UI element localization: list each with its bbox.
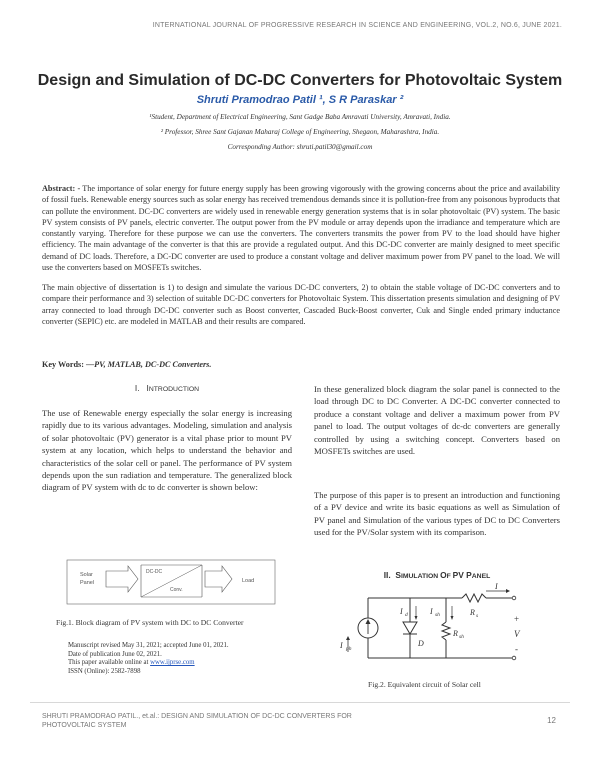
label-i: I	[495, 582, 498, 591]
fig1-block-diagram	[66, 557, 276, 607]
correspondence: Corresponding Author: shruti.patil30@gmail.com	[227, 143, 373, 151]
resistor-rs	[462, 594, 486, 602]
svg-text:s: s	[476, 613, 479, 619]
fig1-conv-label: Conv.	[170, 587, 183, 593]
section-simulation-heading: II. SIMULATION OF PV PANEL	[383, 570, 491, 580]
abstract-text: The importance of solar energy for future energy supply has been growing vigorously with the growing concerns about the price and availability of fossil fuels. Renewable energy sources such as solar energy has received tremendous demands since it is pollution-free from any poisonous byproducts that can pollute the environment. DC-DC converters are widely used in renewable energy generation systems that is in solar photovoltaic (PV) system. The basic PV system consists of PV panels, electric converter. The output power from the PV module or array depends upon the irradiance and temperature which are constantly varying. Therefore for these purpose we can use the converters. The converters transmits the power from PV to the load should have higher efficiency. The main advantage of the converter is that this are provide a regulated output. And this DC-DC converter are mainly designed to meet specific demand of DC loads. Therefore, a DC-DC converter are used to produce a constant voltage and deliver maximum power from PV panel to the load. We will use the converters based on MOSFETs switches.	[42, 184, 561, 273]
label-v: V	[514, 629, 520, 639]
label-iph: I	[340, 641, 343, 650]
label-minus: -	[515, 644, 518, 654]
note-publication-date: Date of publication June 02, 2021.	[68, 650, 162, 658]
publication-notes	[68, 642, 229, 676]
affiliation-1: ¹Student, Department of Electrical Engineering, Sant Gadge Baba Amravati University, Amravati, India.	[149, 113, 451, 121]
label-rsh: R	[453, 629, 458, 638]
affiliation-2: ² Professor, Shree Sant Gajanan Maharaj College of Engineering, Shegaon, Maharashtra, India.	[160, 128, 440, 136]
fig1-arrow-1	[106, 566, 138, 592]
journal-link[interactable]: www.ijprse.com	[150, 659, 195, 667]
fig1-arrow-2	[205, 566, 232, 592]
note-online: This paper available online at www.ijprse.com	[68, 659, 195, 667]
label-ish: I	[430, 607, 433, 616]
intro-paragraph: The use of Renewable energy especially the solar energy is increasing rapidly due to its various advantages. Modeling, simulation and analysis of solar photovoltaic (PV) generator is a vital phase prior to mount PV system at any location, which helps to understand the behavior and characteristics of the solar cell or panel. The performance of PV system depends upon the sun radiation and temperature. The generalized block diagram of PV system with dc to dc converter is shown below:	[42, 408, 292, 493]
note-issn: ISSN (Online): 2582-7898	[68, 667, 141, 675]
authors: Shruti Pramodrao Patil ¹, S R Paraskar ²	[196, 94, 404, 106]
fig1-dcdc-label: DC-DC	[146, 569, 163, 575]
col2-paragraph-2: The purpose of this paper is to present an introduction and functioning of a PV device and write its basic equations as well as Simulation of PV panel and Simulation of the various types of DC to DC Converters used for the PV/Solar system with its comparison.	[314, 490, 560, 538]
note-manuscript: Manuscript revised May 31, 2021; accepted June 01, 2021.	[68, 642, 229, 649]
objective-paragraph: The main objective of dissertation is 1) to design and simulate the various DC-DC converters, 2) to obtain the stable voltage of DC-DC converters and to compare their performance and 3) selection of suitable DC-DC converters for Photovoltaic System. This dissertation presents simulation and designing of PV array connected to load through DC-DC converter such as Boost converter, Cascaded Buck-Boost converter, Cuk and Single ended primary inductance converter (SEPIC) etc. are modeled in MATLAB and their results are compared.	[42, 283, 560, 326]
svg-text:d: d	[405, 612, 408, 618]
keywords	[42, 359, 560, 370]
fig1-load-label: Load	[242, 578, 255, 584]
abstract	[42, 183, 560, 273]
fig1-solar-label-2: Panel	[80, 580, 95, 586]
fig2-caption: Fig.2. Equivalent circuit of Solar cell	[368, 680, 481, 689]
label-d: D	[418, 639, 424, 648]
abstract-label: Abstract: -	[42, 184, 81, 193]
svg-text:sh: sh	[435, 612, 440, 618]
fig1-caption: Fig.1. Block diagram of PV system with DC to DC Converter	[56, 618, 244, 627]
page-number: 12	[547, 716, 556, 725]
diode	[403, 622, 417, 634]
section-introduction-heading: I. INTRODUCTION	[134, 383, 200, 393]
footer-rule	[30, 702, 570, 703]
label-rs: R	[470, 608, 475, 617]
fig2-circuit	[338, 582, 538, 674]
page-footer: SHRUTI PRAMODRAO PATIL., et.al.: DESIGN AND SIMULATION OF DC-DC CONVERTERS FOR PHOTOVOLTAIC SYSTEM	[42, 713, 352, 730]
keywords-label: Key Words: —	[42, 360, 95, 369]
journal-header: INTERNATIONAL JOURNAL OF PROGRESSIVE RESEARCH IN SCIENCE AND ENGINEERING, VOL.2, NO.6, JUNE 2021.	[152, 22, 562, 29]
label-plus: +	[514, 614, 520, 624]
svg-text:sh: sh	[459, 634, 464, 640]
paper-title: Design and Simulation of DC-DC Converters for Photovoltaic System	[37, 72, 563, 89]
label-id: I	[400, 607, 403, 616]
keywords-text: PV, MATLAB, DC-DC Converters.	[94, 360, 212, 369]
resistor-rsh	[442, 622, 450, 640]
svg-text:ph: ph	[346, 646, 352, 652]
col2-paragraph-1: In these generalized block diagram the solar panel is connected to the load through DC to DC Converter. A DC-DC converter connected to produce a constant voltage and deliver a maximum power from PV panel to load. The output voltages of dc-dc converters are generally controlled by using a switching concept. Converters based on MOSFETs switches are used.	[314, 384, 560, 457]
fig1-solar-label-1: Solar	[80, 572, 93, 578]
